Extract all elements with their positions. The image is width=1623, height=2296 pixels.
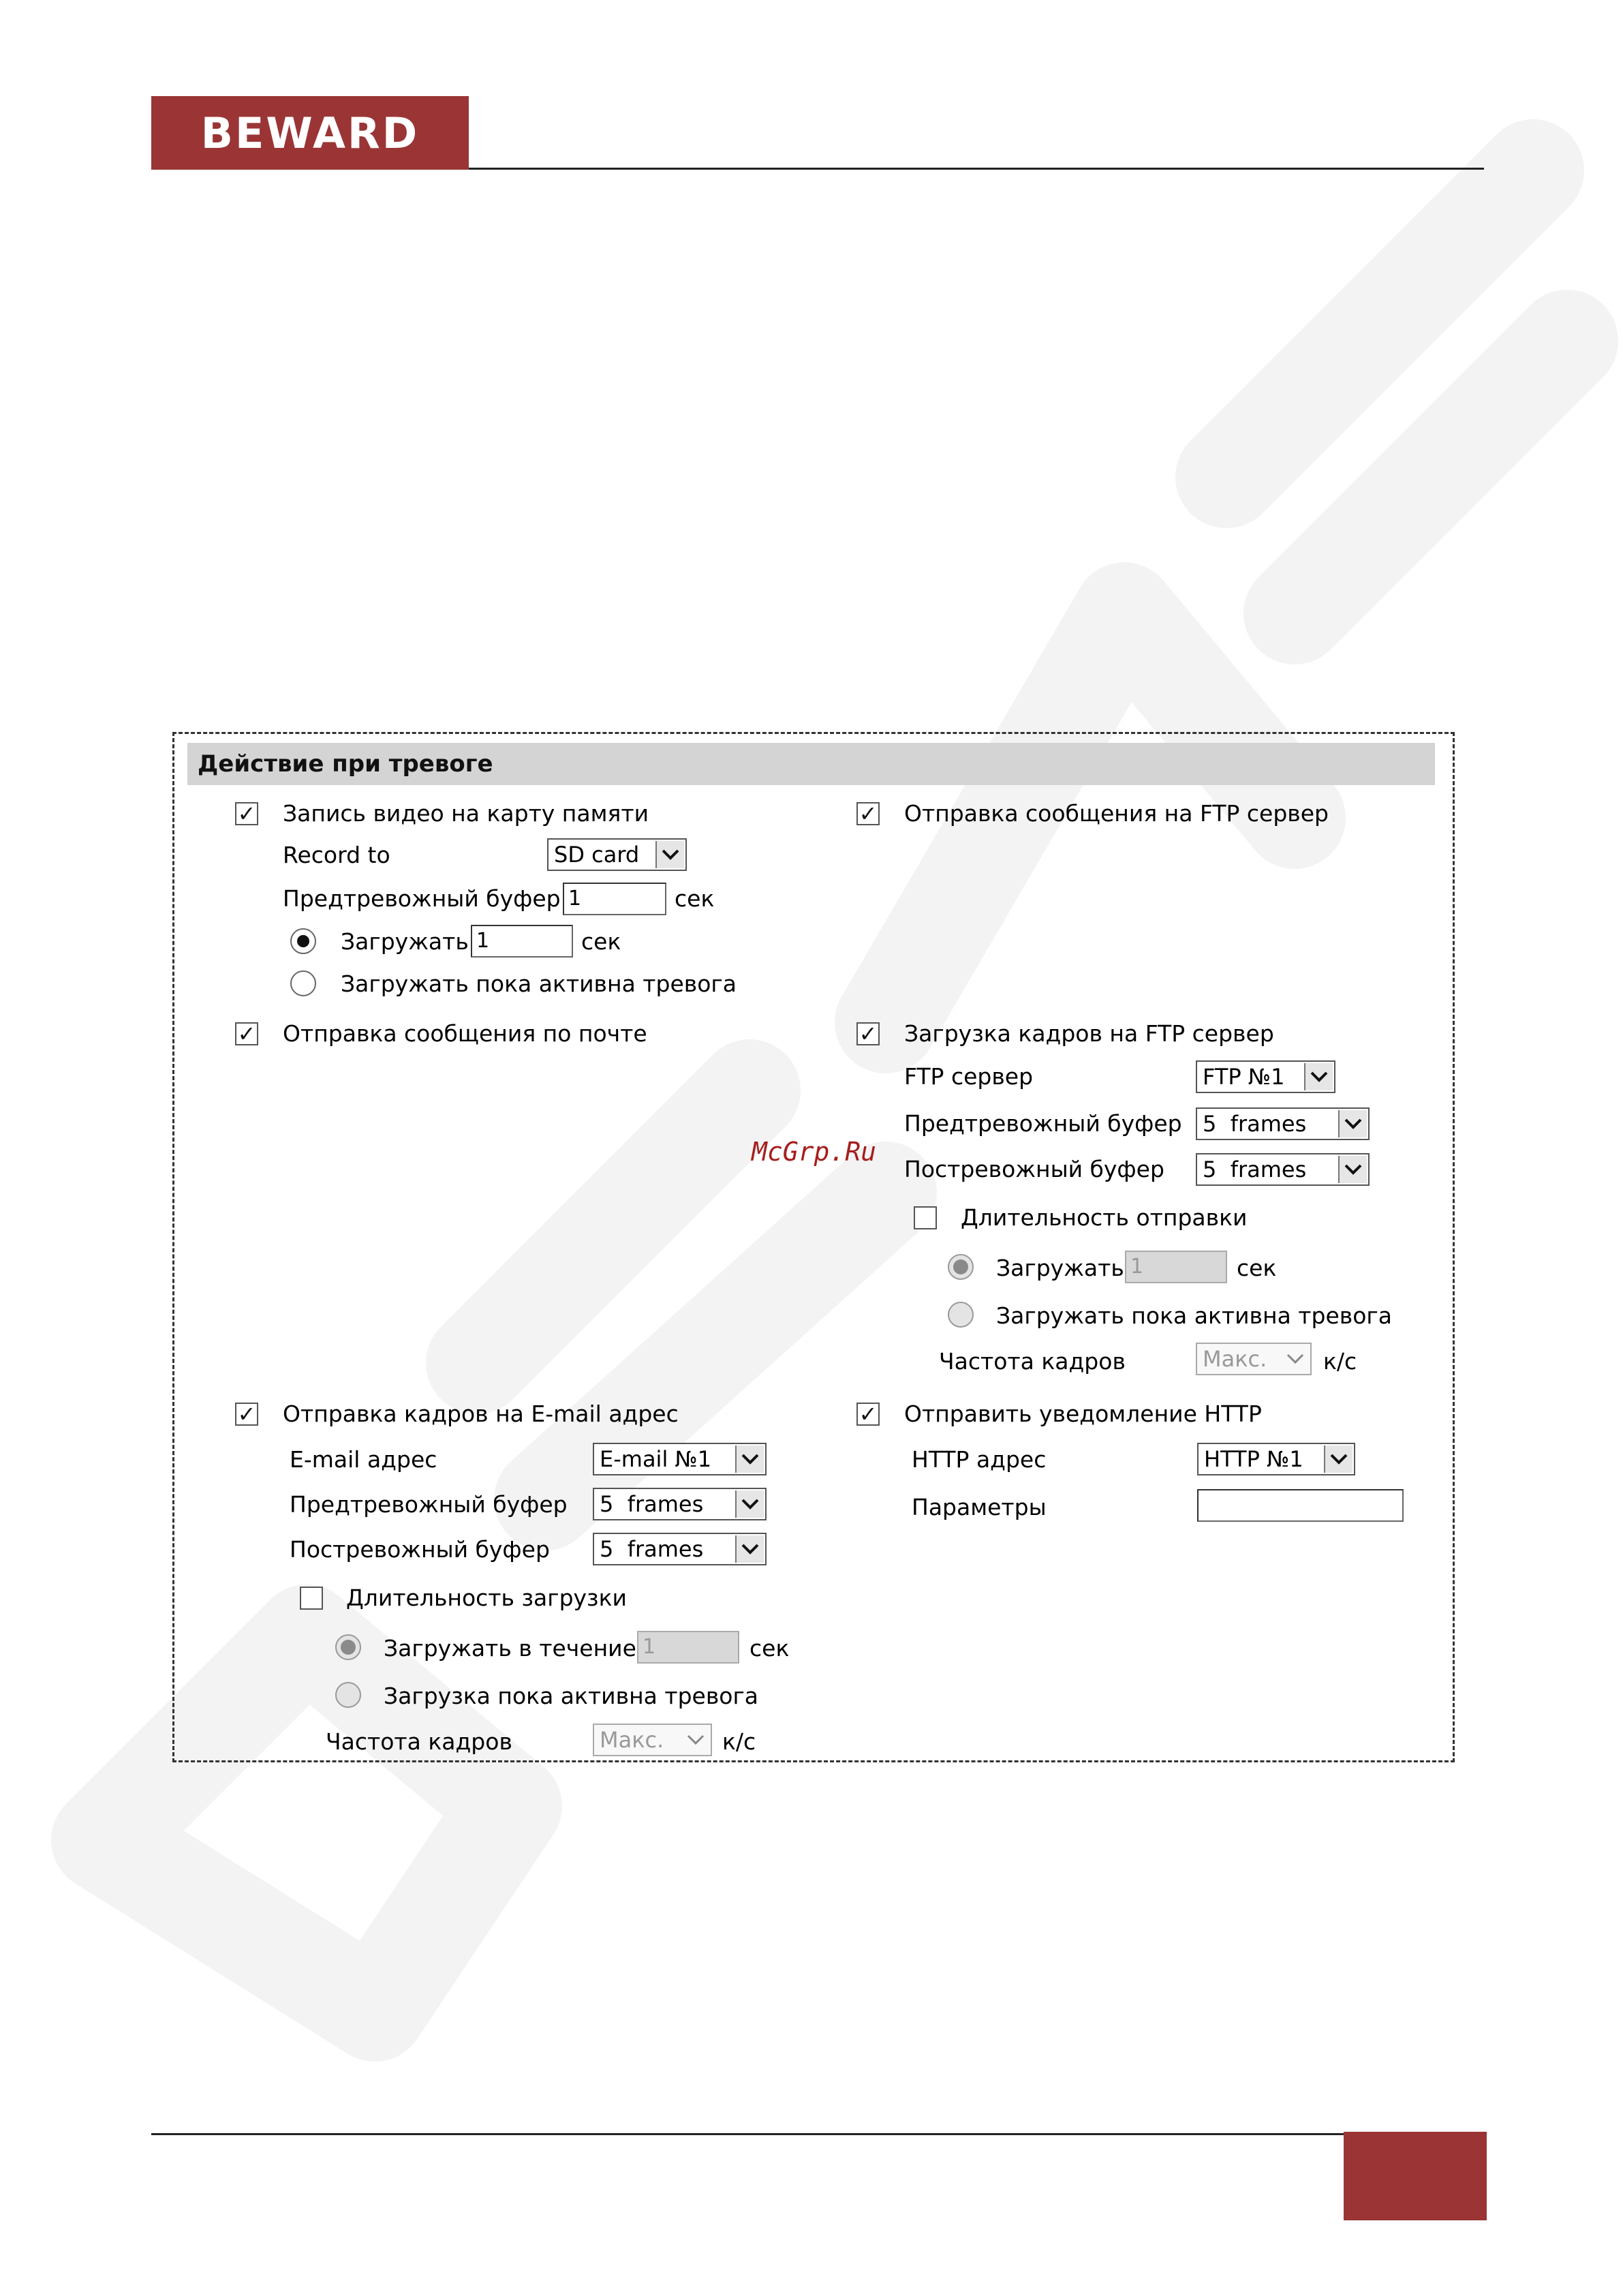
email-fps-value: Макс.	[600, 1727, 664, 1753]
email-fps-label: Частота кадров	[326, 1728, 512, 1755]
email-post-buffer-select[interactable]	[593, 1533, 767, 1565]
chevron-down-icon	[735, 1490, 764, 1518]
ftp-message-checkbox[interactable]: ✓	[856, 802, 880, 825]
sd-pre-buffer-unit: сек	[675, 885, 715, 912]
ftp-server-value: FTP №1	[1203, 1064, 1285, 1090]
ftp-fps-label: Частота кадров	[939, 1348, 1126, 1375]
page-number-box	[1344, 2132, 1487, 2220]
record-to-label: Record to	[283, 842, 390, 868]
http-params-label: Параметры	[912, 1494, 1047, 1520]
http-notify-checkbox[interactable]: ✓	[856, 1403, 880, 1426]
email-fps-select[interactable]	[593, 1724, 712, 1756]
ftp-pre-buffer-select[interactable]	[1196, 1107, 1370, 1140]
sd-pre-buffer-label: Предтревожный буфер	[283, 885, 561, 912]
email-address-select[interactable]	[593, 1443, 767, 1475]
chevron-down-icon	[655, 841, 684, 868]
email-fps-unit: к/с	[722, 1728, 756, 1755]
ftp-post-buffer-value: 5 frames	[1203, 1157, 1307, 1182]
email-upload-label: Загружать в течение	[384, 1635, 636, 1662]
sd-upload-input[interactable]: 1	[471, 925, 573, 958]
ftp-duration-checkbox[interactable]	[914, 1206, 937, 1229]
ftp-fps-unit: к/с	[1323, 1348, 1357, 1375]
ftp-pre-buffer-label: Предтревожный буфер	[904, 1110, 1182, 1137]
ftp-upload-label: Загружать	[996, 1255, 1124, 1281]
email-frames-checkbox[interactable]: ✓	[235, 1403, 258, 1426]
panel-title: Действие при тревоге	[198, 750, 493, 778]
email-post-buffer-value: 5 frames	[600, 1536, 704, 1562]
http-params-input[interactable]	[1197, 1489, 1404, 1522]
email-address-value: E-mail №1	[600, 1446, 712, 1472]
ftp-frames-label: Загрузка кадров на FTP сервер	[904, 1020, 1274, 1047]
email-pre-buffer-label: Предтревожный буфер	[290, 1491, 568, 1518]
ftp-duration-label: Длительность отправки	[961, 1204, 1248, 1231]
record-to-value: SD card	[554, 842, 640, 868]
ftp-upload-active-label: Загружать пока активна тревога	[996, 1302, 1392, 1329]
record-to-select[interactable]	[547, 838, 687, 871]
ftp-upload-input[interactable]: 1	[1125, 1251, 1227, 1283]
sd-upload-radio[interactable]	[290, 928, 316, 954]
ftp-message-label: Отправка сообщения на FTP сервер	[904, 800, 1329, 827]
mail-message-label: Отправка сообщения по почте	[283, 1020, 647, 1047]
watermark-text: McGrp.Ru	[752, 1137, 877, 1167]
header-divider	[469, 168, 1484, 170]
brand-logo: BEWARD	[200, 108, 420, 158]
ftp-upload-unit: сек	[1237, 1255, 1277, 1281]
sd-upload-unit: сек	[581, 928, 621, 955]
http-address-value: HTTP №1	[1204, 1446, 1303, 1472]
email-duration-checkbox[interactable]	[300, 1587, 323, 1610]
ftp-upload-active-radio[interactable]	[948, 1302, 974, 1328]
sd-upload-label: Загружать	[341, 928, 469, 955]
chevron-down-icon	[1324, 1445, 1352, 1473]
sd-record-label: Запись видео на карту памяти	[283, 800, 649, 827]
http-notify-label: Отправить уведомление HTTP	[904, 1400, 1262, 1427]
ftp-post-buffer-select[interactable]	[1196, 1153, 1370, 1186]
chevron-down-icon	[735, 1445, 764, 1473]
sd-upload-active-radio[interactable]	[290, 970, 316, 996]
email-pre-buffer-value: 5 frames	[600, 1491, 704, 1517]
chevron-down-icon	[682, 1726, 709, 1754]
email-upload-radio[interactable]	[335, 1634, 361, 1660]
email-address-label: E-mail адрес	[290, 1446, 437, 1473]
email-upload-unit: сек	[749, 1635, 790, 1662]
http-address-select[interactable]	[1197, 1443, 1355, 1475]
mail-message-checkbox[interactable]: ✓	[235, 1022, 258, 1045]
footer-divider	[151, 2133, 1344, 2135]
email-upload-input[interactable]: 1	[637, 1631, 739, 1664]
sd-pre-buffer-input[interactable]: 1	[563, 883, 666, 915]
email-frames-label: Отправка кадров на E-mail адрес	[283, 1400, 679, 1427]
sd-upload-active-label: Загружать пока активна тревога	[341, 970, 737, 997]
email-duration-label: Длительность загрузки	[346, 1585, 627, 1611]
http-address-label: HTTP адрес	[912, 1446, 1047, 1473]
chevron-down-icon	[1338, 1156, 1367, 1183]
chevron-down-icon	[1304, 1063, 1333, 1090]
chevron-down-icon	[735, 1535, 764, 1563]
email-pre-buffer-select[interactable]	[593, 1488, 767, 1520]
ftp-fps-select[interactable]	[1196, 1343, 1312, 1375]
ftp-server-select[interactable]	[1196, 1060, 1335, 1093]
sd-record-checkbox[interactable]: ✓	[235, 802, 258, 825]
chevron-down-icon	[1338, 1110, 1367, 1137]
ftp-post-buffer-label: Постревожный буфер	[904, 1156, 1164, 1182]
ftp-fps-value: Макс.	[1203, 1346, 1267, 1372]
ftp-frames-checkbox[interactable]: ✓	[856, 1022, 880, 1045]
ftp-pre-buffer-value: 5 frames	[1203, 1111, 1307, 1137]
email-upload-active-radio[interactable]	[335, 1682, 361, 1708]
email-upload-active-label: Загрузка пока активна тревога	[384, 1683, 759, 1709]
ftp-upload-radio[interactable]	[948, 1254, 974, 1280]
chevron-down-icon	[1282, 1345, 1309, 1373]
email-post-buffer-label: Постревожный буфер	[290, 1536, 550, 1563]
ftp-server-label: FTP сервер	[904, 1063, 1034, 1090]
